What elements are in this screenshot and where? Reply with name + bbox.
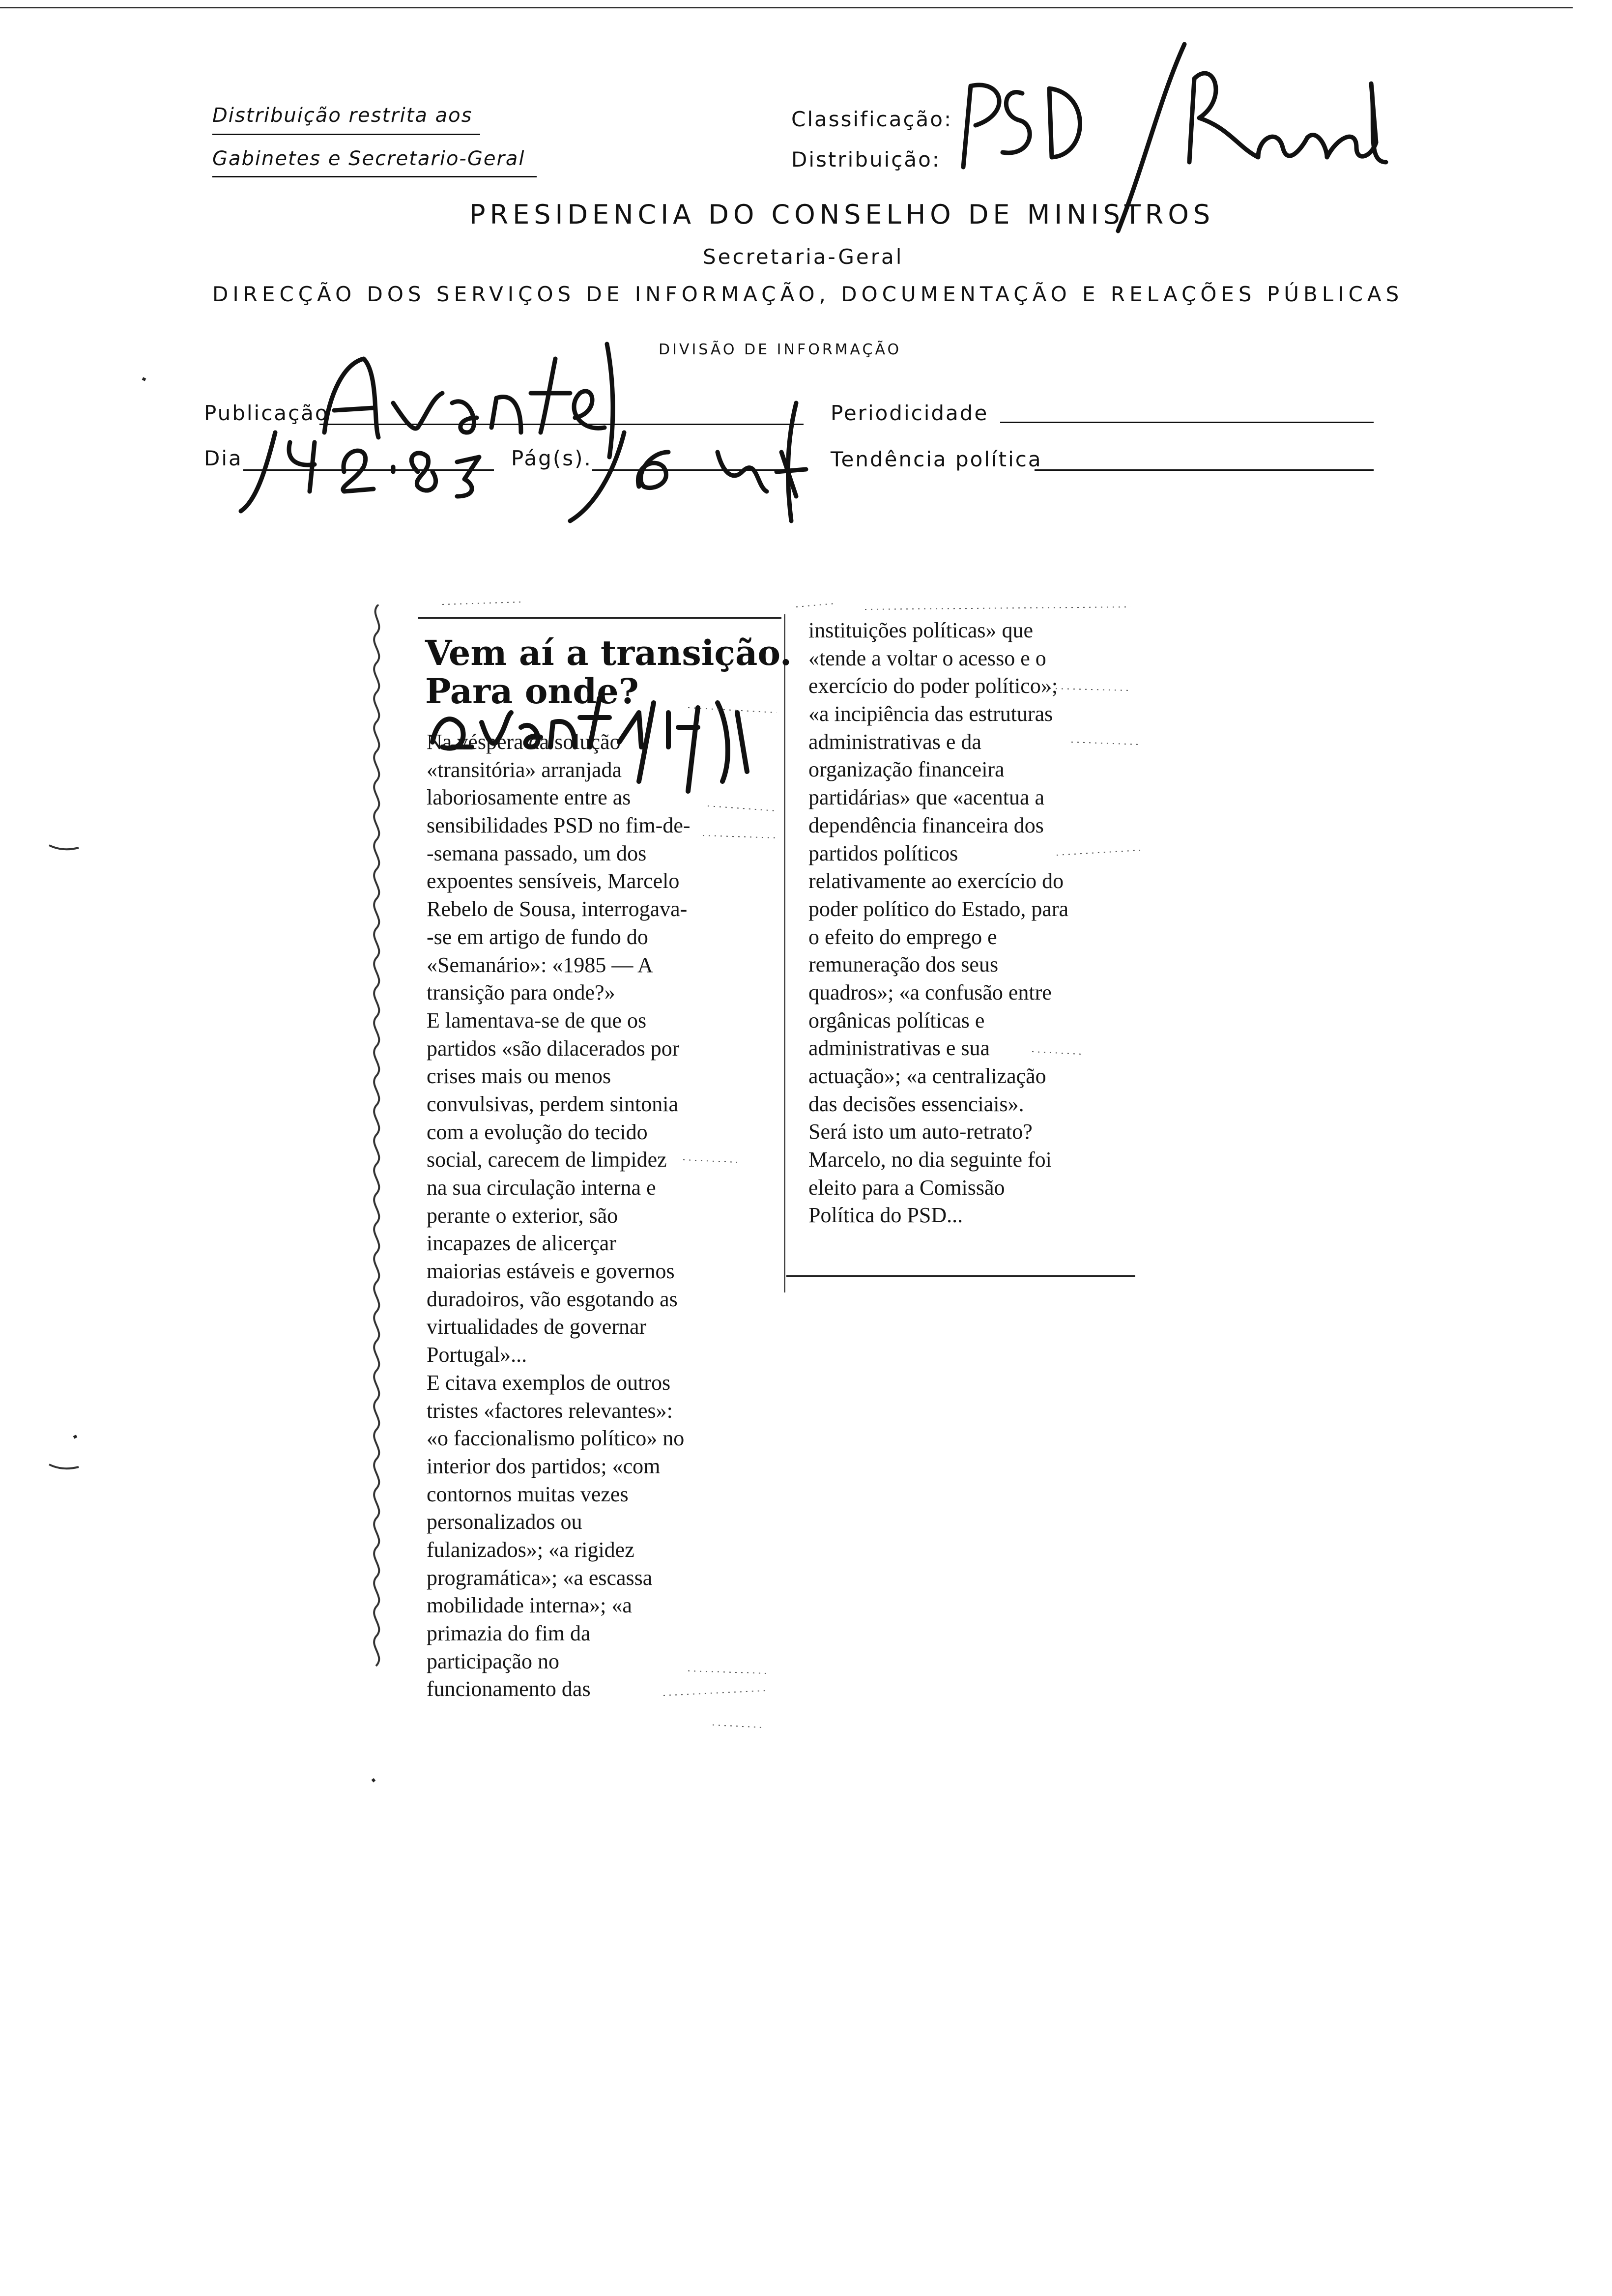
periodicidade-label: Periodicidade bbox=[831, 401, 989, 425]
column1-line: transição para onde?» bbox=[427, 980, 615, 1005]
column1-line: duradoiros, vão esgotando as bbox=[427, 1287, 678, 1311]
column1-line: com a evolução do tecido bbox=[427, 1119, 648, 1144]
article-headline-line2: Para onde? bbox=[425, 671, 639, 712]
column2-line: dependência financeira dos bbox=[808, 813, 1044, 837]
column1-line: funcionamento das bbox=[427, 1677, 591, 1701]
column1-line: E lamentava-se de que os bbox=[427, 1008, 647, 1033]
column1-line: Na véspera da solução bbox=[427, 730, 621, 754]
column1-line: expoentes sensíveis, Marcelo bbox=[427, 869, 680, 893]
distribution-notice-line1: Distribuição restrita aos bbox=[212, 104, 473, 127]
column1-line: Rebelo de Sousa, interrogava- bbox=[427, 897, 688, 921]
tendencia-label: Tendência política bbox=[831, 447, 1042, 471]
article-headline-line1: Vem aí a transição. bbox=[425, 632, 792, 673]
column1-line: Portugal»... bbox=[427, 1343, 527, 1367]
column1-line: na sua circulação interna e bbox=[427, 1176, 656, 1200]
secretaria-geral: Secretaria-Geral bbox=[703, 245, 904, 269]
column1-line: perante o exterior, são bbox=[427, 1203, 618, 1228]
column2-line: administrativas e sua bbox=[808, 1036, 990, 1061]
column2-line: das decisões essenciais». bbox=[808, 1091, 1024, 1116]
column1-line: crises mais ou menos bbox=[427, 1064, 611, 1089]
column1-line: virtualidades de governar bbox=[427, 1315, 647, 1339]
column1-line: fulanizados»; «a rigidez bbox=[427, 1537, 634, 1562]
column1-line: convulsivas, perdem sintonia bbox=[427, 1091, 679, 1116]
column2-line: eleito para a Comissão bbox=[808, 1175, 1005, 1200]
column1-line: primazia do fim da bbox=[427, 1621, 591, 1645]
column2-line: administrativas e da bbox=[808, 729, 981, 754]
column1-line: «o faccionalismo político» no bbox=[427, 1426, 685, 1451]
column1-line: social, carecem de limpidez bbox=[427, 1148, 667, 1172]
distribuicao-label: Distribuição: bbox=[791, 147, 941, 172]
column1-line: mobilidade interna»; «a bbox=[427, 1593, 632, 1618]
column2-line: o efeito do emprego e bbox=[808, 924, 997, 949]
publicacao-label: Publicação bbox=[204, 401, 329, 425]
column2-line: organização financeira bbox=[808, 757, 1005, 782]
column1-line: -semana passado, um dos bbox=[427, 841, 647, 865]
column2-line: remuneração dos seus bbox=[808, 952, 999, 977]
column1-line: programática»; «a escassa bbox=[427, 1565, 653, 1590]
column2-line: instituições políticas» que bbox=[808, 618, 1034, 642]
column2-line: relativamente ao exercício do bbox=[808, 869, 1064, 893]
classificacao-label: Classificação: bbox=[791, 107, 953, 131]
column1-line: maiorias estáveis e governos bbox=[427, 1259, 675, 1284]
column2-line: poder político do Estado, para bbox=[808, 896, 1069, 921]
column1-line: «Semanário»: «1985 — A bbox=[427, 952, 653, 977]
column1-line: tristes «factores relevantes»: bbox=[427, 1398, 673, 1423]
direccao-servicos: DIRECÇÃO DOS SERVIÇOS DE INFORMAÇÃO, DOCUMENTAÇÃO E RELAÇÕES PÚBLICAS bbox=[212, 282, 1404, 306]
column1-line: personalizados ou bbox=[427, 1510, 582, 1534]
distribution-notice-line2: Gabinetes e Secretario-Geral bbox=[212, 147, 525, 170]
column1-line: participação no bbox=[427, 1649, 559, 1673]
column2-line: «a incipiência das estruturas bbox=[808, 702, 1053, 726]
column2-line: actuação»; «a centralização bbox=[808, 1064, 1046, 1088]
column2-line: Política do PSD... bbox=[808, 1203, 963, 1228]
column2-line: Marcelo, no dia seguinte foi bbox=[808, 1148, 1052, 1172]
column1-line: incapazes de alicerçar bbox=[427, 1231, 616, 1256]
column2-line: quadros»; «a confusão entre bbox=[808, 980, 1052, 1004]
column1-line: E citava exemplos de outros bbox=[427, 1370, 671, 1395]
column1-line: -se em artigo de fundo do bbox=[427, 924, 648, 949]
column1-line: contornos muitas vezes bbox=[427, 1482, 629, 1506]
column2-line: orgânicas políticas e bbox=[808, 1008, 985, 1033]
column1-line: partidos «são dilacerados por bbox=[427, 1036, 680, 1061]
dia-label: Dia bbox=[204, 446, 243, 470]
column2-line: Será isto um auto-retrato? bbox=[808, 1119, 1033, 1144]
column2-line: «tende a voltar o acesso e o bbox=[808, 646, 1046, 670]
column1-line: laboriosamente entre as bbox=[427, 785, 631, 810]
column1-line: sensibilidades PSD no fim-de- bbox=[427, 813, 691, 838]
column1-line: interior dos partidos; «com bbox=[427, 1454, 661, 1478]
pags-label: Pág(s). bbox=[511, 446, 592, 470]
divisao-informacao: DIVISÃO DE INFORMAÇÃO bbox=[659, 341, 902, 358]
column2-line: partidos políticos bbox=[808, 841, 958, 865]
column2-line: partidárias» que «acentua a bbox=[808, 785, 1045, 810]
ministry-heading: PRESIDENCIA DO CONSELHO DE MINISTROS bbox=[469, 199, 1215, 230]
column2-line: exercício do poder político»; bbox=[808, 674, 1058, 698]
column1-line: «transitória» arranjada bbox=[427, 757, 622, 782]
